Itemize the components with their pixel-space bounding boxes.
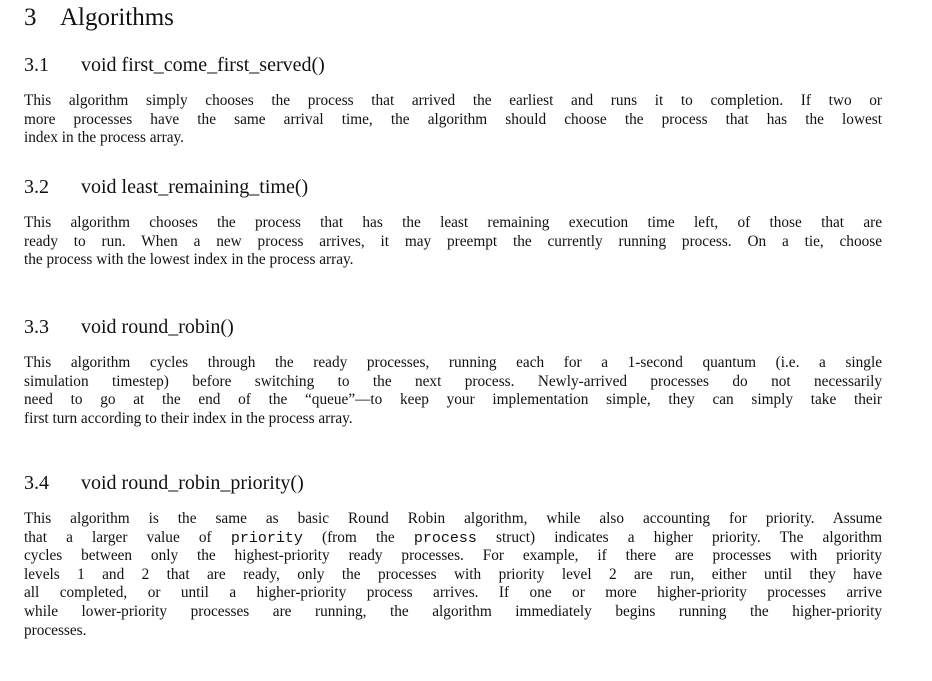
subsection-heading: 3.3 void round_robin() [24,316,234,338]
paragraph [24,92,882,148]
paragraph [24,354,882,428]
text: (from the [302,528,414,546]
text-line: simulation timestep) before switching to the next process. Newly-arrived processes do not necessarily [24,372,882,390]
text-line: the process with the lowest index in the process array. [24,251,354,269]
text-line: This algorithm is the same as basic Round Robin algorithm, while also accounting for priority. Assume [24,510,882,527]
paragraph [24,214,882,270]
text-line: This algorithm chooses the process that has the least remaining execution time left, of those that are [24,214,882,231]
text-line: cycles between only the highest-priority ready processes. For example, if there are processes with priority [24,547,882,565]
text: struct) indicates a higher priority. The algorithm [476,528,883,546]
subsection-heading: 3.2 void least_remaining_time() [24,176,309,198]
text-line: while lower-priority processes are running, the algorithm immediately begins running the higher-priority [24,602,882,620]
text-line: levels 1 and 2 that are ready, only the processes with priority level 2 are run, either until they have [24,565,882,583]
text-line: ready to run. When a new process arrives, it may preempt the currently running process. On a tie, choose [24,232,882,250]
text: that a larger value of [24,528,231,546]
text-line: index in the process array. [24,129,184,147]
code-process: process [413,529,477,547]
text-line: all completed, or until a higher-priority process arrives. If one or more higher-priority processes arrive [24,584,882,602]
text-line: more processes have the same arrival time, the algorithm should choose the process that has the lowest [24,110,882,128]
paragraph [24,510,882,640]
text-line: processes. [24,621,87,639]
text-line: This algorithm cycles through the ready processes, running each for a 1-second quantum (i.e. a single [24,354,882,371]
subsection-heading: 3.1 void first_come_first_served() [24,54,325,76]
text-line: This algorithm simply chooses the process that arrived the earliest and runs it to completion. If two or [24,92,882,109]
subsection-heading: 3.4 void round_robin_priority() [24,472,304,494]
text-line [24,529,882,548]
code-priority: priority [230,529,303,547]
section-heading: 3 Algorithms [24,4,174,31]
text-line: first turn according to their index in the process array. [24,409,353,427]
text-line: need to go at the end of the “queue”—to keep your implementation simple, they can simply take their [24,391,882,409]
